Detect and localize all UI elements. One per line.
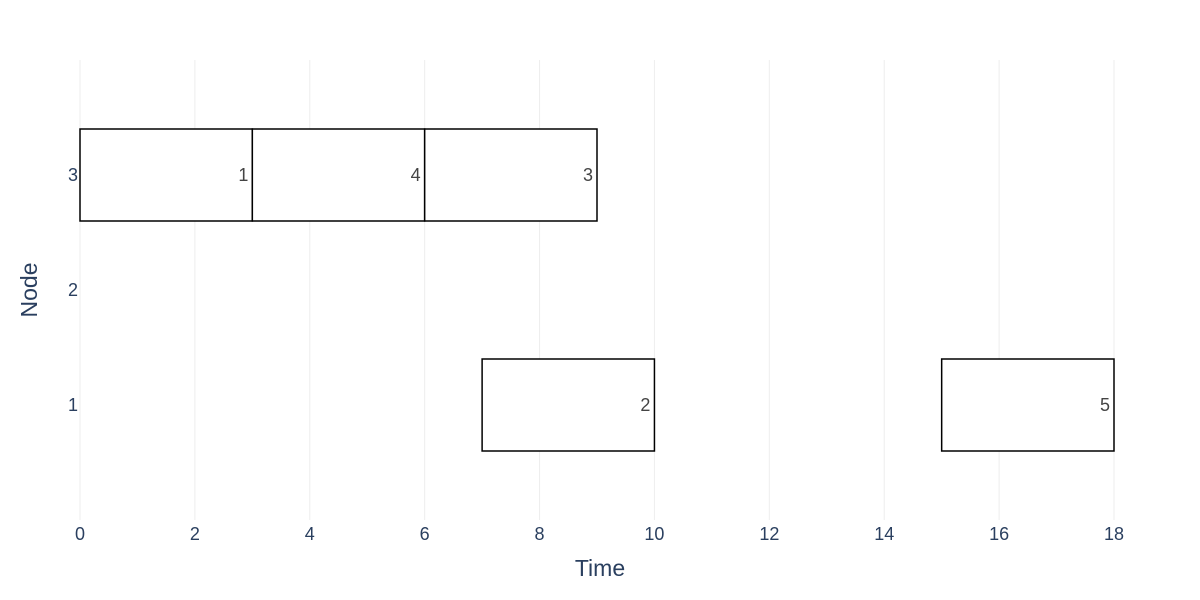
x-tick-label: 18 [1103, 524, 1125, 544]
bar-label: 2 [640, 395, 651, 415]
bars-layer [80, 129, 1114, 451]
x-tick-label: 6 [419, 524, 430, 544]
x-tick-label: 4 [304, 524, 315, 544]
gantt-bar [252, 129, 424, 221]
bar-label: 3 [582, 165, 593, 185]
x-tick-label: 8 [534, 524, 545, 544]
x-axis-ticks [75, 524, 1124, 544]
x-tick-label: 0 [74, 524, 86, 544]
x-tick-label: 16 [989, 524, 1010, 544]
y-tick-label: 3 [67, 165, 78, 185]
gantt-bar [425, 129, 597, 221]
y-axis-title: Node [16, 262, 42, 318]
x-tick-label: 12 [759, 524, 780, 544]
gantt-bar [482, 359, 654, 451]
x-tick-label: 2 [189, 524, 200, 544]
gantt-bar [80, 129, 252, 221]
y-tick-label: 2 [67, 280, 78, 300]
x-axis-title: Time [574, 555, 626, 581]
bar-label: 1 [238, 165, 249, 185]
bar-label: 5 [1099, 395, 1110, 415]
bar-label: 4 [410, 165, 421, 185]
x-tick-label: 14 [874, 524, 895, 544]
y-axis-ticks [68, 165, 78, 415]
x-tick-label: 10 [644, 524, 665, 544]
gantt-bar [942, 359, 1114, 451]
y-tick-label: 1 [67, 395, 78, 415]
